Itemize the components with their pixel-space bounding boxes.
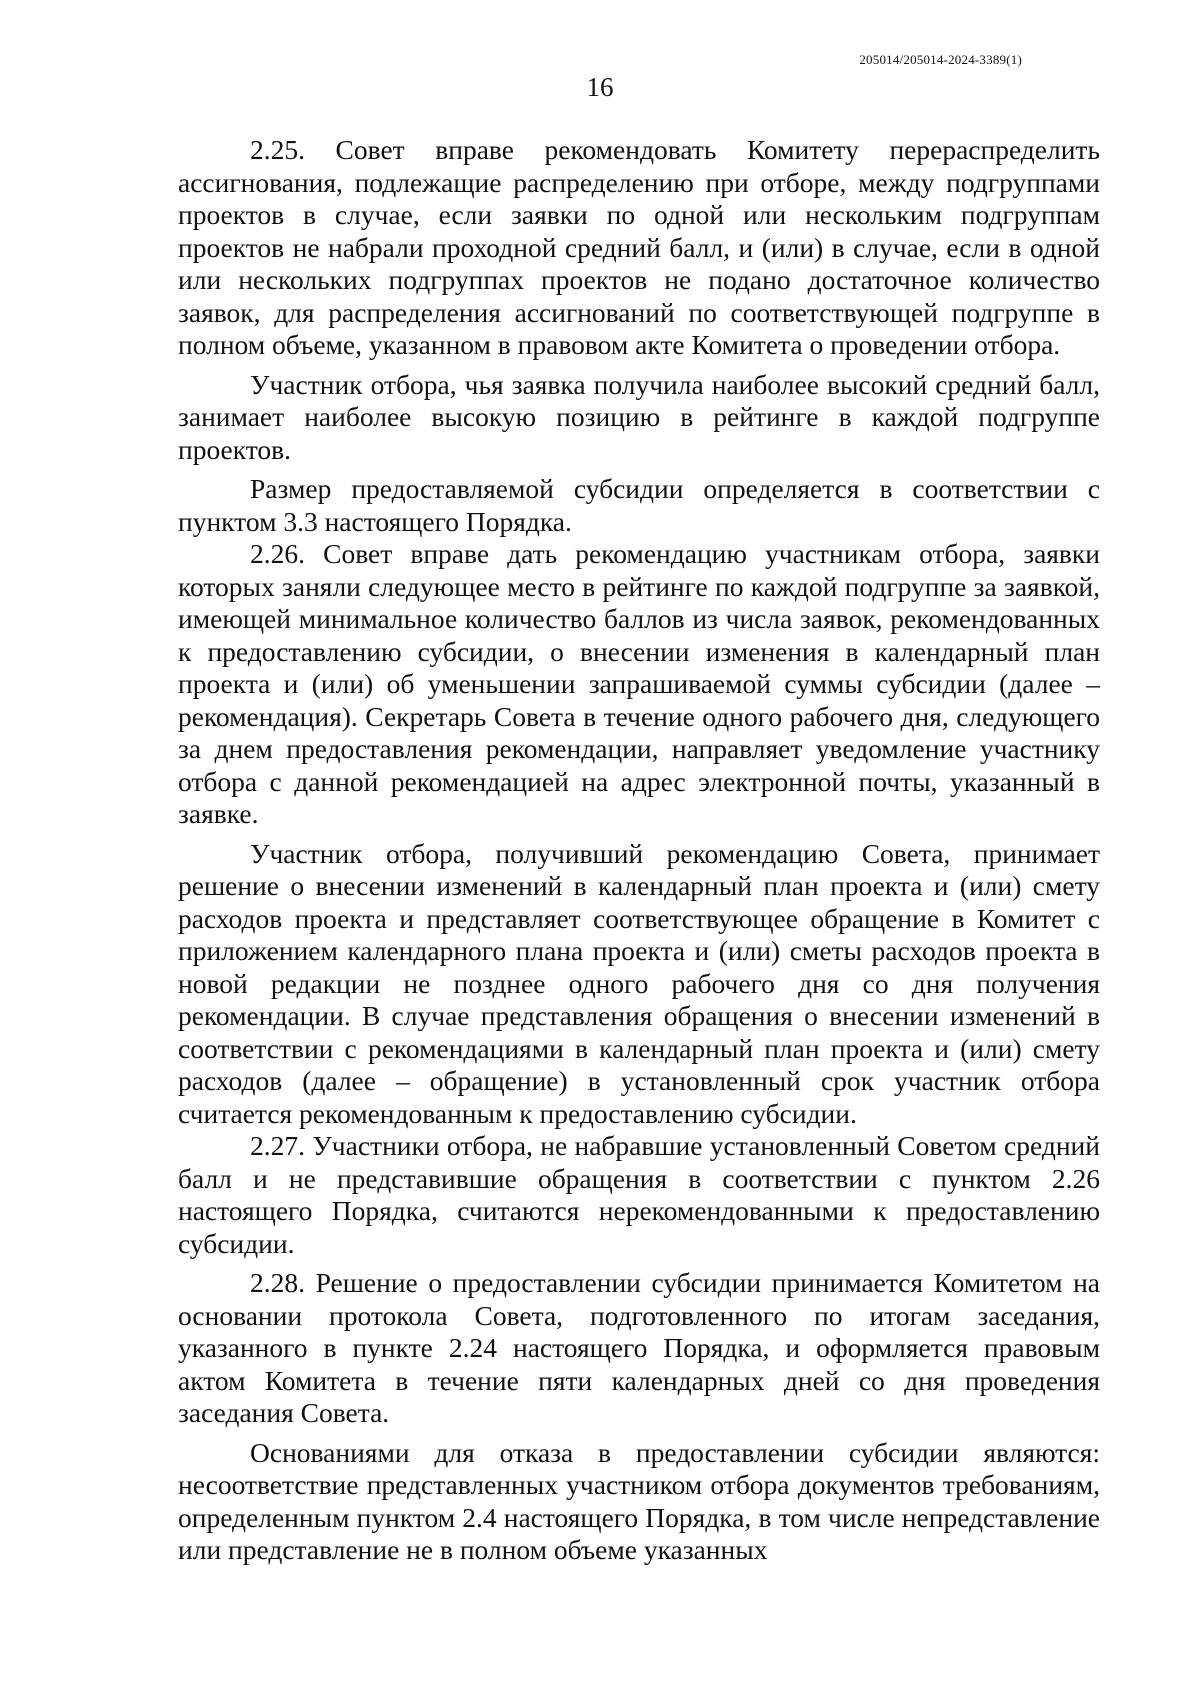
page-number: 16 — [586, 72, 614, 102]
document-id: 205014/205014-2024-3389(1) — [859, 52, 1022, 67]
paragraph-2-27: 2.27. Участники отбора, не набравшие установленный Советом средний балл и не представившие обращения в соответствии с пунктом 2.26 настоящего Порядка, считаются нерекомендованными к предоставлению субсидии. — [178, 1130, 1100, 1259]
paragraph-participant-decision: Участник отбора, получивший рекомендацию Совета, принимает решение о внесении изменений в календарный план проекта и (или) смету расходов проекта и представляет соответствующее обращение в Комитет с приложением календарного плана проекта и (или) сметы расходов проекта в новой редакции не позднее одного рабочего дня со дня получения рекомендации. В случае представления обращения о внесении изменений в соответствии с рекомендациями в календарный план проекта и (или) смету расходов (далее – обращение) в установленный срок участник отбора считается рекомендованным к предоставлению субсидии. — [178, 837, 1100, 1129]
paragraph-2-26: 2.26. Совет вправе дать рекомендацию участникам отбора, заявки которых заняли следующее место в рейтинге по каждой подгруппе за заявкой, имеющей минимальное количество баллов из числа заявок, рекомендованных к предоставлению субсидии, о внесении изменения в календарный план проекта и (или) об уменьшении запрашиваемой суммы субсидии (далее – рекомендация). Секретарь Совета в течение одного рабочего дня, следующего за днем предоставления рекомендации, направляет уведомление участнику отбора с данной рекомендацией на адрес электронной почты, указанный в заявке. — [178, 538, 1100, 829]
paragraph-2-28: 2.28. Решение о предоставлении субсидии принимается Комитетом на основании протокола Совета, подготовленного по итогам заседания, указанного в пункте 2.24 настоящего Порядка, и оформляется правовым актом Комитета в течение пяти календарных дней со дня проведения заседания Совета. — [178, 1267, 1100, 1428]
paragraph-2-25: 2.25. Совет вправе рекомендовать Комитету перераспределить ассигнования, подлежащие распределению при отборе, между подгруппами проектов в случае, если заявки по одной или нескольким подгруппам проектов не набрали проходной средний балл, и (или) в случае, если в одной или нескольких подгруппах проектов не подано достаточное количество заявок, для распределения ассигнований по соответствующей подгруппе в полном объеме, указанном в правовом акте Комитета о проведении отбора. — [178, 134, 1100, 360]
paragraph-rating: Участник отбора, чья заявка получила наиболее высокий средний балл, занимает наиболее высокую позицию в рейтинге в каждой подгруппе проектов. — [178, 368, 1100, 465]
paragraph-refusal-grounds: Основаниями для отказа в предоставлении субсидии являются: несоответствие представленных участником отбора документов требованиям, определенным пунктом 2.4 настоящего Порядка, в том числе непредставление или представление не в полном объеме указанных — [178, 1436, 1100, 1565]
document-body — [178, 134, 1100, 1567]
paragraph-subsidy-size: Размер предоставляемой субсидии определяется в соответствии с пунктом 3.3 настоящего Порядка. — [178, 473, 1100, 537]
